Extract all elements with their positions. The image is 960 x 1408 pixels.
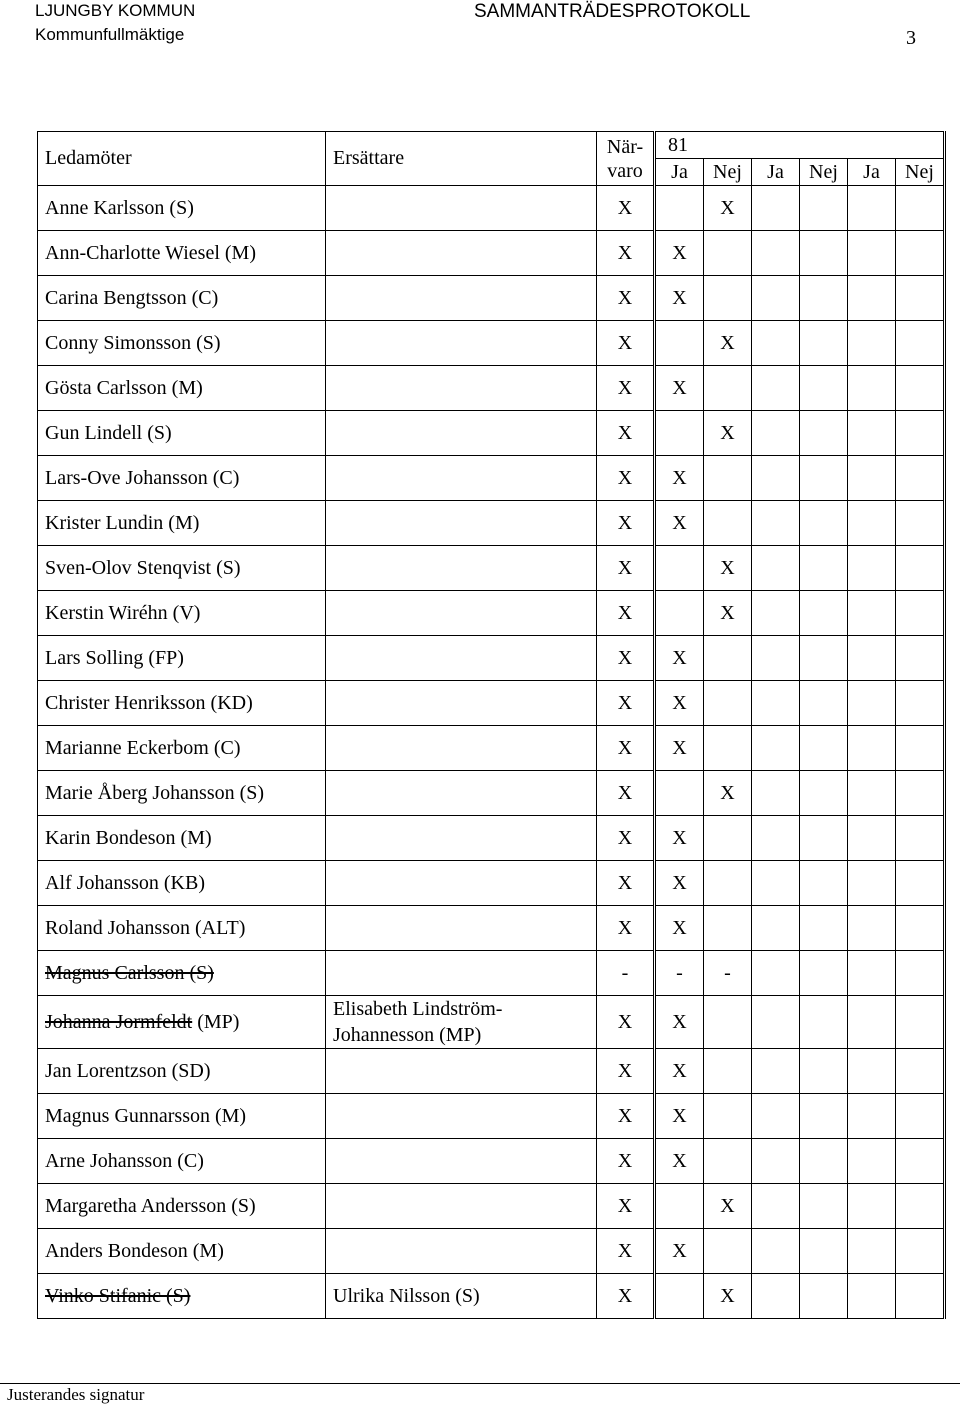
vote-mark-3 (752, 1094, 800, 1139)
vote-mark-6 (896, 906, 945, 951)
vote-mark-3 (752, 906, 800, 951)
substitute-name (326, 186, 597, 231)
presence-mark: X (597, 726, 655, 771)
vote-mark-1: - (655, 951, 704, 996)
presence-mark: X (597, 1229, 655, 1274)
vote-mark-5 (848, 771, 896, 816)
member-name: Anders Bondeson (M) (38, 1229, 326, 1274)
vote-mark-1: X (655, 1094, 704, 1139)
substitute-name (326, 501, 597, 546)
vote-mark-5 (848, 276, 896, 321)
vote-mark-1: X (655, 501, 704, 546)
substitute-name (326, 411, 597, 456)
presence-mark: X (597, 681, 655, 726)
vote-mark-3 (752, 951, 800, 996)
vote-mark-6 (896, 186, 945, 231)
vote-mark-4 (800, 546, 848, 591)
vote-mark-3 (752, 816, 800, 861)
member-name: Conny Simonsson (S) (38, 321, 326, 366)
vote-mark-2 (704, 636, 752, 681)
presence-mark: X (597, 366, 655, 411)
vote-col-header-4: Nej (800, 159, 848, 185)
vote-mark-5 (848, 861, 896, 906)
vote-mark-5 (848, 456, 896, 501)
presence-mark: X (597, 546, 655, 591)
vote-mark-6 (896, 816, 945, 861)
table-row (38, 726, 945, 771)
substitute-name (326, 816, 597, 861)
vote-mark-2: - (704, 951, 752, 996)
vote-mark-1 (655, 546, 704, 591)
vote-mark-3 (752, 726, 800, 771)
table-row (38, 1184, 945, 1229)
vote-mark-1 (655, 1274, 704, 1319)
vote-mark-6 (896, 771, 945, 816)
vote-mark-4 (800, 501, 848, 546)
vote-mark-2: X (704, 1184, 752, 1229)
vote-mark-4 (800, 951, 848, 996)
member-name: Magnus Gunnarsson (M) (38, 1094, 326, 1139)
member-name: Alf Johansson (KB) (38, 861, 326, 906)
vote-mark-1 (655, 591, 704, 636)
member-name: Krister Lundin (M) (38, 501, 326, 546)
vote-mark-5 (848, 1184, 896, 1229)
member-name: Karin Bondeson (M) (38, 816, 326, 861)
member-name: Lars Solling (FP) (38, 636, 326, 681)
substitute-name (326, 321, 597, 366)
vote-mark-4 (800, 996, 848, 1049)
vote-mark-5 (848, 1139, 896, 1184)
vote-mark-3 (752, 996, 800, 1049)
member-name: Margaretha Andersson (S) (38, 1184, 326, 1229)
table-row (38, 591, 945, 636)
substitute-name: Elisabeth Lindström- Johannesson (MP) (326, 996, 597, 1049)
member-name: Carina Bengtsson (C) (38, 276, 326, 321)
vote-mark-5 (848, 1094, 896, 1139)
presence-mark: X (597, 996, 655, 1049)
member-name: Lars-Ove Johansson (C) (38, 456, 326, 501)
table-row (38, 996, 945, 1049)
vote-col-header-6: Nej (905, 161, 934, 183)
member-name: Ann-Charlotte Wiesel (M) (38, 231, 326, 276)
vote-mark-5 (848, 321, 896, 366)
vote-mark-1: X (655, 906, 704, 951)
vote-mark-2 (704, 996, 752, 1049)
member-name: Jan Lorentzson (SD) (38, 1049, 326, 1094)
vote-mark-2 (704, 1139, 752, 1184)
presence-mark: X (597, 636, 655, 681)
vote-mark-6 (896, 501, 945, 546)
vote-mark-6 (896, 1139, 945, 1184)
substitute-name (326, 951, 597, 996)
table-row (38, 1229, 945, 1274)
vote-mark-6 (896, 411, 945, 456)
table-row (38, 861, 945, 906)
substitute-name (326, 861, 597, 906)
table-row (38, 681, 945, 726)
vote-mark-6 (896, 861, 945, 906)
vote-mark-4 (800, 1274, 848, 1319)
vote-mark-6 (896, 1094, 945, 1139)
vote-mark-4 (800, 321, 848, 366)
vote-mark-5 (848, 951, 896, 996)
vote-mark-1: X (655, 1139, 704, 1184)
presence-mark: X (597, 771, 655, 816)
presence-mark: X (597, 1184, 655, 1229)
vote-mark-6 (896, 681, 945, 726)
vote-mark-4 (800, 1229, 848, 1274)
vote-mark-3 (752, 546, 800, 591)
vote-mark-6 (896, 231, 945, 276)
vote-mark-4 (800, 231, 848, 276)
vote-mark-2 (704, 726, 752, 771)
vote-col-header-1: Ja (656, 159, 704, 185)
presence-mark: X (597, 231, 655, 276)
table-row (38, 276, 945, 321)
table-row (38, 771, 945, 816)
vote-mark-4 (800, 1094, 848, 1139)
presence-mark: X (597, 501, 655, 546)
substitute-name (326, 276, 597, 321)
table-row (38, 816, 945, 861)
presence-header (597, 132, 655, 186)
vote-mark-2: X (704, 186, 752, 231)
vote-mark-1: X (655, 816, 704, 861)
vote-mark-2 (704, 276, 752, 321)
vote-mark-1 (655, 321, 704, 366)
table-header-row (38, 132, 945, 186)
vote-mark-1: X (655, 1049, 704, 1094)
presence-header-label: När- varo (606, 135, 644, 182)
presence-mark: X (597, 456, 655, 501)
substitute-name (326, 1184, 597, 1229)
table-row (38, 1139, 945, 1184)
vote-mark-3 (752, 1139, 800, 1184)
vote-mark-3 (752, 411, 800, 456)
vote-mark-4 (800, 906, 848, 951)
vote-mark-2 (704, 501, 752, 546)
vote-mark-4 (800, 1139, 848, 1184)
presence-mark: X (597, 1274, 655, 1319)
vote-mark-5 (848, 1229, 896, 1274)
vote-mark-6 (896, 591, 945, 636)
vote-mark-1: X (655, 1229, 704, 1274)
vote-mark-2: X (704, 1274, 752, 1319)
member-name: Kerstin Wiréhn (V) (38, 591, 326, 636)
page-number: 3 (906, 27, 916, 49)
vote-columns (656, 159, 943, 185)
vote-mark-1: X (655, 456, 704, 501)
vote-mark-2 (704, 906, 752, 951)
table-row (38, 1274, 945, 1319)
member-name: Gösta Carlsson (M) (38, 366, 326, 411)
vote-mark-6 (896, 996, 945, 1049)
attendance-vote-table (37, 131, 946, 1319)
vote-mark-6 (896, 726, 945, 771)
vote-mark-5 (848, 681, 896, 726)
table-row (38, 321, 945, 366)
vote-mark-4 (800, 771, 848, 816)
vote-mark-5 (848, 591, 896, 636)
vote-mark-4 (800, 861, 848, 906)
substitute-name (326, 231, 597, 276)
vote-mark-4 (800, 1184, 848, 1229)
vote-mark-6 (896, 1274, 945, 1319)
table-row (38, 231, 945, 276)
vote-mark-2: X (704, 771, 752, 816)
vote-mark-3 (752, 186, 800, 231)
signature-label: Justerandes signatur (7, 1385, 145, 1404)
vote-mark-1: X (655, 861, 704, 906)
vote-mark-2 (704, 681, 752, 726)
vote-mark-4 (800, 636, 848, 681)
presence-mark: X (597, 591, 655, 636)
vote-mark-4 (800, 276, 848, 321)
substitutes-header: Ersättare (326, 132, 597, 186)
vote-mark-6 (896, 1229, 945, 1274)
vote-mark-1: X (655, 726, 704, 771)
vote-mark-5 (848, 366, 896, 411)
vote-mark-2: X (704, 321, 752, 366)
table-row (38, 501, 945, 546)
substitute-name (326, 636, 597, 681)
vote-mark-5 (848, 1274, 896, 1319)
vote-mark-5 (848, 411, 896, 456)
substitute-name (326, 456, 597, 501)
vote-mark-4 (800, 726, 848, 771)
presence-mark: - (597, 951, 655, 996)
member-name: Magnus Carlsson (S) (38, 951, 326, 996)
vote-mark-5 (848, 1049, 896, 1094)
vote-mark-4 (800, 816, 848, 861)
vote-mark-2: X (704, 591, 752, 636)
substitute-name (326, 681, 597, 726)
table-row (38, 951, 945, 996)
signature-line (0, 1383, 960, 1384)
member-name: Arne Johansson (C) (38, 1139, 326, 1184)
table-row (38, 1049, 945, 1094)
vote-mark-6 (896, 636, 945, 681)
member-name: Roland Johansson (ALT) (38, 906, 326, 951)
member-name: Marianne Eckerbom (C) (38, 726, 326, 771)
vote-mark-6 (896, 1184, 945, 1229)
organization-name: LJUNGBY KOMMUN (35, 1, 196, 20)
member-name: Sven-Olov Stenqvist (S) (38, 546, 326, 591)
vote-mark-1 (655, 771, 704, 816)
presence-mark: X (597, 276, 655, 321)
vote-mark-1 (655, 1184, 704, 1229)
vote-mark-2 (704, 231, 752, 276)
vote-mark-6 (896, 456, 945, 501)
vote-mark-2 (704, 816, 752, 861)
vote-col-header-2: Nej (704, 159, 752, 185)
substitute-name (326, 1049, 597, 1094)
vote-mark-4 (800, 366, 848, 411)
vote-mark-5 (848, 636, 896, 681)
vote-mark-2 (704, 1229, 752, 1274)
presence-mark: X (597, 186, 655, 231)
vote-mark-1 (655, 411, 704, 456)
vote-mark-5 (848, 816, 896, 861)
vote-mark-3 (752, 276, 800, 321)
presence-mark: X (597, 321, 655, 366)
vote-mark-6 (896, 1049, 945, 1094)
vote-mark-5 (848, 186, 896, 231)
member-name: Anne Karlsson (S) (38, 186, 326, 231)
member-name: Gun Lindell (S) (38, 411, 326, 456)
committee-name: Kommunfullmäktige (35, 25, 185, 44)
substitute-name (326, 1139, 597, 1184)
vote-mark-1: X (655, 996, 704, 1049)
table-row (38, 411, 945, 456)
presence-mark: X (597, 411, 655, 456)
vote-mark-2 (704, 456, 752, 501)
vote-mark-5 (848, 231, 896, 276)
vote-mark-5 (848, 906, 896, 951)
vote-mark-3 (752, 1229, 800, 1274)
vote-mark-1: X (655, 366, 704, 411)
vote-mark-4 (800, 591, 848, 636)
vote-mark-5 (848, 726, 896, 771)
vote-mark-3 (752, 636, 800, 681)
vote-mark-5 (848, 996, 896, 1049)
table-row (38, 546, 945, 591)
vote-mark-1: X (655, 231, 704, 276)
table-row (38, 456, 945, 501)
member-name: Vinko Stifanic (S) (38, 1274, 326, 1319)
presence-mark: X (597, 906, 655, 951)
vote-mark-1: X (655, 636, 704, 681)
vote-mark-1: X (655, 276, 704, 321)
member-name: Christer Henriksson (KD) (38, 681, 326, 726)
vote-col-header-3: Ja (752, 159, 800, 185)
vote-mark-3 (752, 1049, 800, 1094)
member-name: Marie Åberg Johansson (S) (38, 771, 326, 816)
vote-mark-2 (704, 366, 752, 411)
table-row (38, 1094, 945, 1139)
vote-mark-5 (848, 546, 896, 591)
vote-mark-2: X (704, 546, 752, 591)
vote-mark-3 (752, 456, 800, 501)
table-row (38, 636, 945, 681)
substitute-name (326, 771, 597, 816)
presence-mark: X (597, 861, 655, 906)
presence-mark: X (597, 816, 655, 861)
vote-mark-2 (704, 1094, 752, 1139)
vote-mark-3 (752, 231, 800, 276)
substitute-name (326, 726, 597, 771)
members-header: Ledamöter (38, 132, 326, 186)
vote-mark-3 (752, 1274, 800, 1319)
vote-mark-6 (896, 951, 945, 996)
substitute-name: Ulrika Nilsson (S) (326, 1274, 597, 1319)
vote-mark-2 (704, 861, 752, 906)
vote-mark-6 (896, 546, 945, 591)
vote-mark-4 (800, 411, 848, 456)
vote-mark-2 (704, 1049, 752, 1094)
presence-mark: X (597, 1049, 655, 1094)
document-type: SAMMANTRÄDESPROTOKOLL (474, 1, 751, 22)
vote-mark-4 (800, 681, 848, 726)
vote-mark-3 (752, 591, 800, 636)
presence-mark: X (597, 1094, 655, 1139)
vote-mark-1: X (655, 681, 704, 726)
vote-mark-3 (752, 681, 800, 726)
vote-mark-3 (752, 861, 800, 906)
vote-number-cell (656, 132, 943, 159)
vote-mark-6 (896, 366, 945, 411)
substitute-name (326, 546, 597, 591)
presence-mark: X (597, 1139, 655, 1184)
substitute-name (326, 1229, 597, 1274)
substitute-name (326, 1094, 597, 1139)
vote-mark-3 (752, 1184, 800, 1229)
vote-mark-6 (896, 321, 945, 366)
vote-number: 81 (668, 134, 688, 156)
table-row (38, 906, 945, 951)
vote-mark-1 (655, 186, 704, 231)
substitute-name (326, 591, 597, 636)
substitute-name (326, 366, 597, 411)
table-row (38, 366, 945, 411)
vote-mark-3 (752, 321, 800, 366)
vote-mark-4 (800, 456, 848, 501)
vote-mark-6 (896, 276, 945, 321)
vote-mark-3 (752, 501, 800, 546)
member-name: Johanna Jormfeldt (MP) (38, 996, 326, 1049)
table-row (38, 186, 945, 231)
vote-mark-3 (752, 366, 800, 411)
vote-mark-4 (800, 1049, 848, 1094)
substitute-name (326, 906, 597, 951)
votes-header (655, 132, 945, 186)
vote-mark-4 (800, 186, 848, 231)
vote-mark-2: X (704, 411, 752, 456)
vote-col-header-5: Ja (848, 159, 896, 185)
vote-mark-3 (752, 771, 800, 816)
vote-mark-5 (848, 501, 896, 546)
